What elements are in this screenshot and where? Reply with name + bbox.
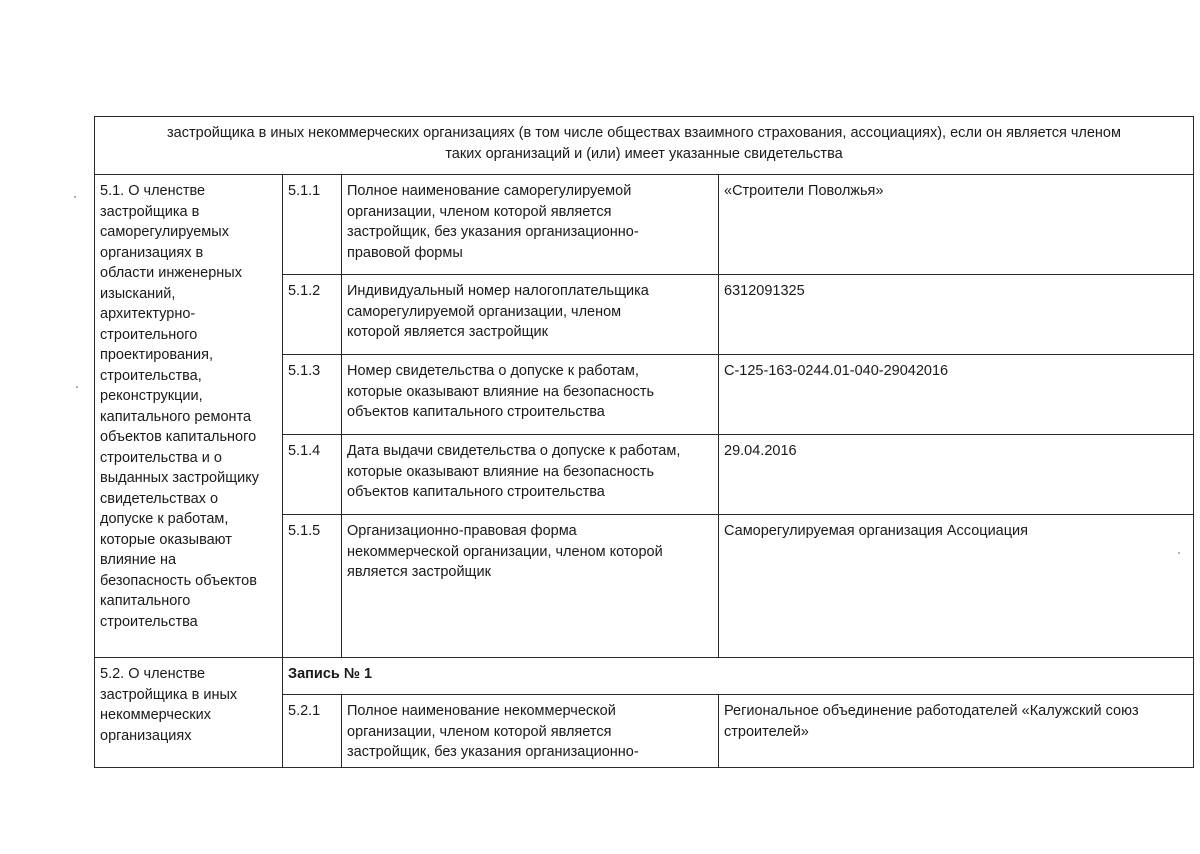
description-line: застройщик, без указания организационно-	[347, 224, 639, 240]
row-code: 5.1.1	[283, 175, 342, 275]
section-label-line: застройщика в иных	[100, 686, 238, 703]
row-description	[342, 695, 719, 768]
description-line: объектов капитального строительства	[347, 484, 605, 500]
scan-speck	[74, 196, 76, 198]
description-line: которые оказывают влияние на безопасность	[347, 383, 655, 400]
scan-speck	[76, 386, 78, 388]
value-line: строителей»	[724, 723, 809, 740]
section-label-line: реконструкции,	[100, 388, 203, 404]
header-line-1: застройщика в иных некоммерческих организациях (в том числе обществах взаимного страхования, ассоциациях), если он является членом	[167, 125, 1121, 141]
header-row	[95, 117, 1194, 175]
scan-speck	[1178, 552, 1180, 554]
row-value: Саморегулируемая организация Ассоциация	[719, 515, 1194, 658]
developer-membership-table	[94, 116, 1194, 768]
section-label-line: капитального ремонта	[100, 408, 252, 425]
section-label-line: некоммерческих	[100, 707, 211, 723]
description-line: застройщик, без указания организационно-	[347, 744, 639, 760]
section-label-line: застройщика в	[100, 203, 200, 220]
description-line: некоммерческой организации, членом которой	[347, 543, 663, 560]
section-label-line: изысканий,	[100, 285, 176, 302]
row-value: «Строители Поволжья»	[719, 175, 1194, 275]
description-line: Дата выдачи свидетельства о допуске к работам,	[347, 443, 681, 459]
section-label-line: 5.2. О членстве	[100, 666, 206, 682]
row-code: 5.1.3	[283, 355, 342, 435]
header-cell	[95, 117, 1194, 175]
section-5-2-label	[95, 658, 283, 768]
section-label-line: области инженерных	[100, 265, 242, 281]
description-line: Полное наименование некоммерческой	[347, 703, 616, 719]
row-description	[342, 275, 719, 355]
section-label-line: свидетельствах о	[100, 490, 219, 507]
row-code: 5.1.5	[283, 515, 342, 658]
section-label-line: объектов капитального	[100, 429, 257, 445]
section-label-line: организациях в	[100, 244, 204, 261]
row-value	[719, 695, 1194, 768]
section-label-line: выданных застройщику	[100, 470, 259, 486]
section-label-line: архитектурно-	[100, 306, 196, 322]
row-description	[342, 435, 719, 515]
row-value: 29.04.2016	[719, 435, 1194, 515]
section-label-line: строительного	[100, 326, 198, 343]
section-label-line: строительства	[100, 613, 198, 630]
description-line: правовой формы	[347, 244, 463, 261]
section-label-line: влияние на	[100, 552, 177, 568]
section-label-line: допуске к работам,	[100, 511, 229, 527]
header-line-2: таких организаций и (или) имеет указанные свидетельства	[445, 145, 843, 162]
section-label-line: безопасность объектов	[100, 572, 257, 589]
description-line: Индивидуальный номер налогоплательщика	[347, 283, 649, 299]
section-label-line: организациях	[100, 727, 192, 744]
table-row	[95, 175, 1194, 275]
description-line: которые оказывают влияние на безопасность	[347, 463, 655, 480]
description-line: организации, членом которой является	[347, 723, 612, 740]
section-label-line: 5.1. О членстве	[100, 183, 206, 199]
row-value: С-125-163-0244.01-040-29042016	[719, 355, 1194, 435]
row-code: 5.2.1	[283, 695, 342, 768]
value-line: Региональное объединение работодателей «Калужский союз	[724, 703, 1139, 719]
row-value: 6312091325	[719, 275, 1194, 355]
description-line: Номер свидетельства о допуске к работам,	[347, 363, 639, 379]
section-label-line: которые оказывают	[100, 531, 232, 548]
description-line: Полное наименование саморегулируемой	[347, 183, 632, 199]
row-description	[342, 175, 719, 275]
row-description	[342, 515, 719, 658]
section-5-1-label	[95, 175, 283, 658]
table-row	[95, 658, 1194, 695]
record-title: Запись № 1	[283, 658, 1194, 695]
section-label-line: саморегулируемых	[100, 224, 229, 240]
description-line: Организационно-правовая форма	[347, 523, 577, 539]
row-code: 5.1.2	[283, 275, 342, 355]
section-label-line: капитального	[100, 593, 191, 609]
description-line: саморегулируемой организации, членом	[347, 303, 622, 320]
description-line: объектов капитального строительства	[347, 404, 605, 420]
description-line: которой является застройщик	[347, 324, 548, 340]
section-label-line: проектирования,	[100, 347, 214, 363]
section-label-line: строительства и о	[100, 449, 222, 466]
row-description	[342, 355, 719, 435]
description-line: является застройщик	[347, 564, 491, 580]
description-line: организации, членом которой является	[347, 203, 612, 220]
section-label-line: строительства,	[100, 367, 202, 384]
row-code: 5.1.4	[283, 435, 342, 515]
